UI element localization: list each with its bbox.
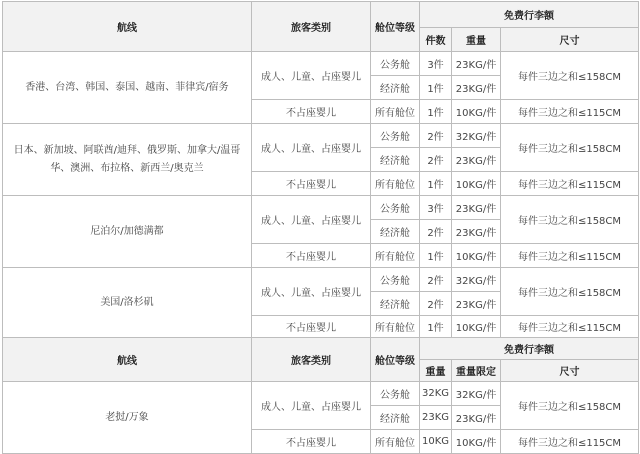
weight-cell: 32KG/件	[452, 268, 501, 292]
header-row-1	[3, 2, 639, 28]
weight-cell: 32KG	[420, 382, 452, 406]
size-cell: 每件三边之和≤158CM	[501, 124, 639, 172]
pieces-cell: 2件	[420, 124, 452, 148]
pieces-cell: 1件	[420, 316, 452, 338]
weight-limit-cell: 23KG/件	[452, 406, 501, 430]
passenger-type-cell: 成人、儿童、占座婴儿	[252, 382, 371, 430]
col-header-passenger-type: 旅客类别	[252, 2, 371, 52]
size-cell: 每件三边之和≤158CM	[501, 52, 639, 100]
cabin-cell: 所有舱位	[371, 430, 420, 454]
size-cell: 每件三边之和≤158CM	[501, 196, 639, 244]
weight-cell: 10KG/件	[452, 244, 501, 268]
col-header-size: 尺寸	[501, 360, 639, 382]
weight-cell: 23KG	[420, 406, 452, 430]
pieces-cell: 1件	[420, 244, 452, 268]
cabin-cell: 所有舱位	[371, 244, 420, 268]
col-header-cabin-class: 舱位等级	[371, 2, 420, 52]
col-header-route: 航线	[3, 2, 252, 52]
col-header-weight-limit: 重量限定	[452, 360, 501, 382]
cabin-cell: 公务舱	[371, 268, 420, 292]
table-row	[3, 382, 639, 406]
route-cell: 日本、新加坡、阿联酋/迪拜、俄罗斯、加拿大/温哥华、澳洲、布拉格、新西兰/奥克兰	[3, 124, 252, 196]
passenger-type-cell: 不占座婴儿	[252, 316, 371, 338]
cabin-cell: 经济舱	[371, 406, 420, 430]
col-header-weight: 重量	[452, 28, 501, 52]
size-cell: 每件三边之和≤115CM	[501, 172, 639, 196]
weight-cell: 23KG/件	[452, 220, 501, 244]
cabin-cell: 公务舱	[371, 124, 420, 148]
pieces-cell: 2件	[420, 268, 452, 292]
col-header-route: 航线	[3, 338, 252, 382]
cabin-cell: 公务舱	[371, 52, 420, 76]
header-row-3	[3, 338, 639, 360]
passenger-type-cell: 不占座婴儿	[252, 100, 371, 124]
col-header-cabin-class: 舱位等级	[371, 338, 420, 382]
size-cell: 每件三边之和≤158CM	[501, 268, 639, 316]
pieces-cell: 1件	[420, 76, 452, 100]
table-row	[3, 52, 639, 76]
route-cell: 美国/洛杉矶	[3, 268, 252, 338]
weight-limit-cell: 10KG/件	[452, 430, 501, 454]
weight-limit-cell: 32KG/件	[452, 382, 501, 406]
cabin-cell: 所有舱位	[371, 100, 420, 124]
passenger-type-cell: 成人、儿童、占座婴儿	[252, 268, 371, 316]
pieces-cell: 2件	[420, 292, 452, 316]
cabin-cell: 所有舱位	[371, 316, 420, 338]
size-cell: 每件三边之和≤115CM	[501, 316, 639, 338]
weight-cell: 23KG/件	[452, 76, 501, 100]
col-header-passenger-type: 旅客类别	[252, 338, 371, 382]
cabin-cell: 所有舱位	[371, 172, 420, 196]
table-row	[3, 268, 639, 292]
weight-cell: 23KG/件	[452, 148, 501, 172]
passenger-type-cell: 不占座婴儿	[252, 244, 371, 268]
pieces-cell: 3件	[420, 196, 452, 220]
pieces-cell: 1件	[420, 172, 452, 196]
cabin-cell: 经济舱	[371, 220, 420, 244]
size-cell: 每件三边之和≤158CM	[501, 382, 639, 430]
col-header-weight: 重量	[420, 360, 452, 382]
cabin-cell: 经济舱	[371, 148, 420, 172]
table-row	[3, 124, 639, 148]
passenger-type-cell: 不占座婴儿	[252, 172, 371, 196]
col-header-free-baggage: 免费行李额	[420, 338, 639, 360]
weight-cell: 23KG/件	[452, 196, 501, 220]
weight-cell: 10KG/件	[452, 172, 501, 196]
pieces-cell: 3件	[420, 52, 452, 76]
size-cell: 每件三边之和≤115CM	[501, 100, 639, 124]
pieces-cell: 2件	[420, 148, 452, 172]
route-cell: 尼泊尔/加德满都	[3, 196, 252, 268]
baggage-allowance-table	[2, 1, 639, 454]
cabin-cell: 经济舱	[371, 76, 420, 100]
route-cell: 老挝/万象	[3, 382, 252, 454]
size-cell: 每件三边之和≤115CM	[501, 244, 639, 268]
col-header-free-baggage: 免费行李额	[420, 2, 639, 28]
cabin-cell: 公务舱	[371, 382, 420, 406]
weight-cell: 32KG/件	[452, 124, 501, 148]
weight-cell: 10KG/件	[452, 100, 501, 124]
size-cell: 每件三边之和≤115CM	[501, 430, 639, 454]
pieces-cell: 2件	[420, 220, 452, 244]
pieces-cell: 1件	[420, 100, 452, 124]
route-cell: 香港、台湾、韩国、泰国、越南、菲律宾/宿务	[3, 52, 252, 124]
cabin-cell: 公务舱	[371, 196, 420, 220]
cabin-cell: 经济舱	[371, 292, 420, 316]
col-header-size: 尺寸	[501, 28, 639, 52]
weight-cell: 10KG	[420, 430, 452, 454]
passenger-type-cell: 不占座婴儿	[252, 430, 371, 454]
passenger-type-cell: 成人、儿童、占座婴儿	[252, 124, 371, 172]
passenger-type-cell: 成人、儿童、占座婴儿	[252, 52, 371, 100]
table-row	[3, 196, 639, 220]
weight-cell: 23KG/件	[452, 292, 501, 316]
col-header-pieces: 件数	[420, 28, 452, 52]
passenger-type-cell: 成人、儿童、占座婴儿	[252, 196, 371, 244]
weight-cell: 10KG/件	[452, 316, 501, 338]
weight-cell: 23KG/件	[452, 52, 501, 76]
